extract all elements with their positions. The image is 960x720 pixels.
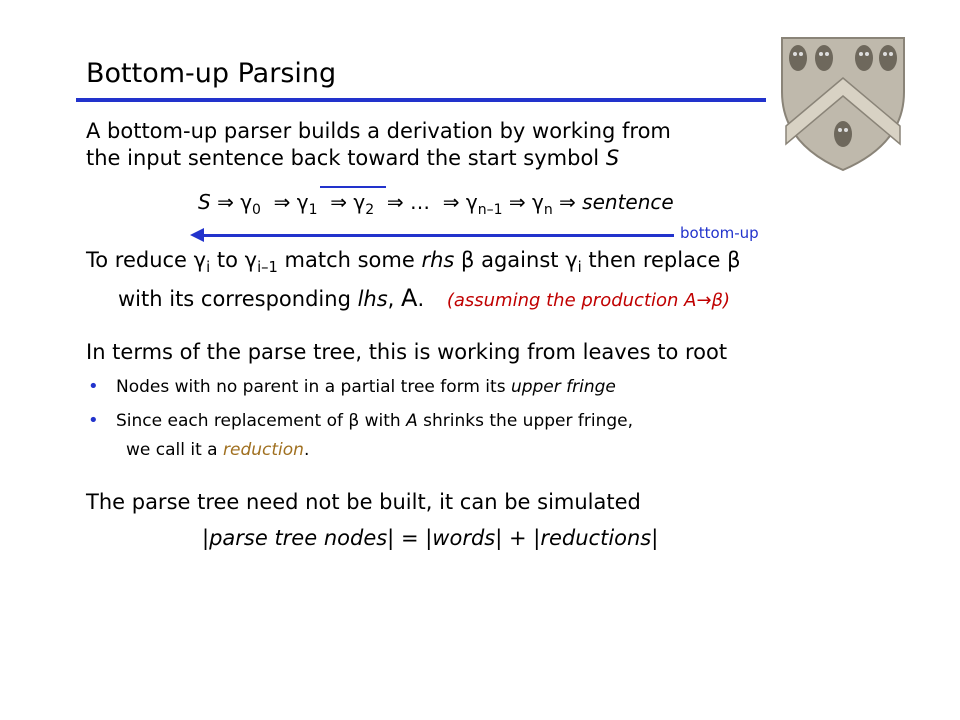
node-count-formula bbox=[202, 526, 658, 550]
beta-symbol: β bbox=[348, 411, 360, 431]
bullet-icon: • bbox=[88, 376, 99, 397]
reduce-text: match some bbox=[277, 248, 422, 272]
nonterminal-A: A bbox=[401, 284, 418, 312]
gamma-i: γ bbox=[193, 248, 207, 272]
deriv-gamma-n-sub: n bbox=[543, 202, 553, 218]
overline-mark bbox=[320, 186, 386, 188]
deriv-end: sentence bbox=[582, 190, 674, 214]
upper-fringe-term: upper fringe bbox=[510, 377, 616, 397]
reduce-line-2: with its corresponding lhs, A. (assuming the production A→β) bbox=[118, 284, 731, 312]
deriv-gamma2-sub: 2 bbox=[365, 202, 375, 218]
bullet-2-line-2 bbox=[126, 440, 309, 460]
deriv-arrow: ⇒ bbox=[508, 190, 526, 214]
deriv-gamma2: γ bbox=[353, 190, 366, 214]
bullet-2-text: . bbox=[303, 440, 310, 460]
deriv-ellipsis: … bbox=[410, 190, 431, 214]
bullet-item-1 bbox=[88, 376, 616, 397]
bullet-1-text: Nodes with no parent in a partial tree form its bbox=[116, 377, 511, 397]
formula-words: |words| bbox=[425, 526, 503, 550]
bottom-up-arrow-line bbox=[200, 234, 674, 237]
start-symbol: S bbox=[605, 146, 620, 170]
formula-reductions: |reductions| bbox=[533, 526, 659, 550]
rhs-term: rhs bbox=[421, 248, 455, 272]
nonterminal-A: A bbox=[406, 411, 418, 431]
formula-equals: = bbox=[394, 526, 426, 550]
derivation-sequence bbox=[198, 190, 674, 218]
intro-line-2 bbox=[86, 145, 806, 172]
reduction-term: reduction bbox=[223, 440, 304, 460]
beta-symbol: β bbox=[727, 248, 741, 272]
bullet-icon: • bbox=[88, 410, 99, 431]
gamma-i-sub: i bbox=[577, 259, 582, 277]
gamma-i-minus-1: γ bbox=[244, 248, 258, 272]
reduce-text: against bbox=[474, 248, 566, 272]
title-rule bbox=[76, 98, 766, 102]
deriv-arrow: ⇒ bbox=[559, 190, 576, 214]
slide-title: Bottom-up Parsing bbox=[86, 58, 337, 89]
beta-symbol: β bbox=[461, 248, 475, 272]
gamma-i-minus-1-sub: i–1 bbox=[257, 259, 278, 277]
bullet-2-text: with bbox=[359, 411, 407, 431]
reduce-text: to bbox=[210, 248, 245, 272]
production-note: (assuming the production A→β) bbox=[446, 290, 731, 311]
deriv-gamma0: γ bbox=[240, 190, 253, 214]
formula-plus: + bbox=[502, 526, 534, 550]
formula-parse-tree-nodes: |parse tree nodes| bbox=[202, 526, 395, 550]
reduce-text: To reduce bbox=[86, 248, 194, 272]
bullet-2-text: we call it a bbox=[126, 440, 223, 460]
reduce-text: with its corresponding bbox=[118, 287, 358, 311]
intro-line-1: A bottom-up parser builds a derivation by working from bbox=[86, 119, 671, 143]
simulated-line: The parse tree need not be built, it can be simulated bbox=[86, 490, 641, 514]
intro-line-2-text: the input sentence back toward the start symbol bbox=[86, 146, 606, 170]
deriv-arrow: ⇒ bbox=[217, 190, 234, 214]
deriv-arrow: ⇒ bbox=[386, 190, 404, 214]
deriv-arrow: ⇒ bbox=[330, 190, 348, 214]
arrow-left-icon bbox=[190, 228, 204, 242]
deriv-gamma1-sub: 1 bbox=[308, 202, 318, 218]
bottom-up-label: bottom-up bbox=[680, 224, 759, 242]
lhs-term: lhs bbox=[357, 287, 388, 311]
deriv-gamma-n1-sub: n–1 bbox=[477, 202, 503, 218]
deriv-gamma1: γ bbox=[296, 190, 309, 214]
reduce-line-1 bbox=[86, 248, 741, 276]
deriv-arrow: ⇒ bbox=[442, 190, 460, 214]
gamma-i: γ bbox=[565, 248, 578, 272]
gamma-i-sub: i bbox=[206, 259, 211, 277]
intro-paragraph bbox=[86, 118, 806, 172]
reduce-text: then replace bbox=[581, 248, 728, 272]
deriv-gamma-n1: γ bbox=[465, 190, 478, 214]
deriv-gamma-n: γ bbox=[531, 190, 544, 214]
bullet-item-2 bbox=[88, 410, 633, 431]
deriv-start: S bbox=[198, 190, 211, 214]
bullet-2-text: shrinks the upper fringe, bbox=[417, 411, 634, 431]
deriv-arrow: ⇒ bbox=[273, 190, 291, 214]
tree-line: In terms of the parse tree, this is working from leaves to root bbox=[86, 340, 728, 364]
bullet-2-text: Since each replacement of bbox=[116, 411, 349, 431]
deriv-gamma0-sub: 0 bbox=[252, 202, 261, 218]
